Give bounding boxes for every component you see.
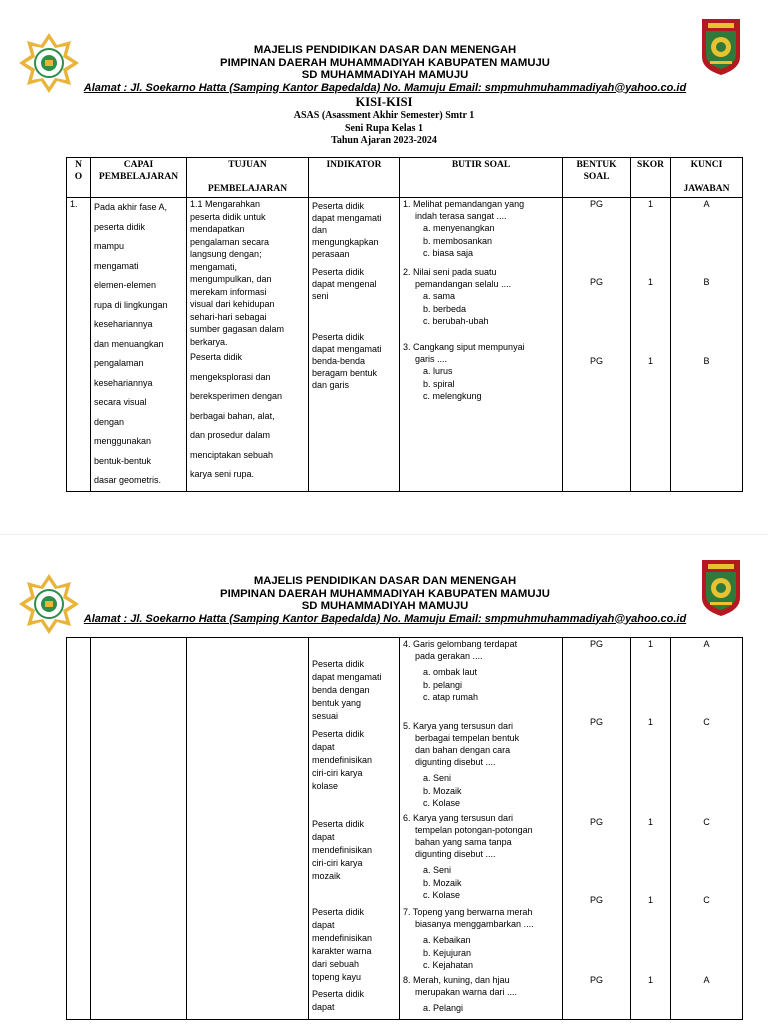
school-shield-logo — [700, 17, 742, 77]
capai-line: rupa di lingkungan — [94, 299, 168, 310]
bentuk-soal-2: PG — [589, 277, 603, 287]
answer-options — [403, 772, 559, 810]
bentuk-soal-3: PG — [589, 356, 603, 366]
option-letter: a. — [423, 366, 434, 376]
option-letter: c. — [423, 316, 433, 326]
tujuan-line: mengamati, — [190, 261, 238, 272]
capai-line: elemen-elemen — [94, 280, 157, 290]
indikator-line: dapat mengamati — [312, 344, 382, 354]
answer-options — [403, 222, 559, 260]
indikator-line: bentuk yang — [312, 698, 362, 708]
star-emblem-logo — [13, 572, 85, 636]
indikator-line: kolase — [312, 781, 339, 791]
option-text: c. atap rumah — [423, 692, 479, 702]
indikator-line: sesuai — [312, 711, 339, 721]
indikator-line: dapat mengamati — [312, 213, 382, 223]
letterhead-address: Alamat : Jl. Soekarno Hatta (Samping Kantor Bapedalda) No. Mamuju Email: smpmuhmuhammadiyah@yahoo.co.id — [83, 612, 687, 625]
indikator-8 — [312, 988, 364, 1014]
kunci-jawaban-4: A — [703, 639, 710, 649]
tujuan-pembelajaran-b — [190, 348, 305, 485]
skor-cell — [631, 638, 671, 1020]
option-letter: a. — [423, 291, 434, 301]
tujuan-line: merekam informasi — [190, 286, 267, 297]
butir-soal-cell — [400, 198, 563, 492]
question-2 — [403, 266, 559, 328]
question-stem-line: 3. Cangkang siput mempunyai — [403, 342, 525, 352]
indikator-line: topeng kayu — [312, 972, 362, 982]
header-bentuk-soal: BENTUK SOAL — [563, 158, 631, 198]
indikator-line: Peserta didik — [312, 729, 365, 739]
bentuk-soal-cell — [563, 198, 631, 492]
indikator-line: dan — [312, 225, 328, 235]
bentuk-soal-4: PG — [589, 639, 603, 649]
answer-option — [423, 666, 559, 679]
answer-options — [403, 934, 559, 972]
indikator-line: beragam bentuk — [312, 368, 378, 378]
option-text: lurus — [433, 366, 453, 376]
question-7 — [403, 906, 559, 972]
answer-option — [423, 378, 559, 391]
indikator-line: dapat mengenal — [312, 279, 377, 289]
indikator-line: Peserta didik — [312, 332, 365, 342]
indikator-line: karakter warna — [312, 946, 372, 956]
option-text: c. Kolase — [423, 798, 461, 808]
question-stem-line: 2. Nilai seni pada suatu — [403, 267, 497, 277]
indikator-line: perasaan — [312, 249, 350, 259]
option-text: a. Seni — [423, 773, 452, 783]
option-letter: c. — [423, 248, 433, 258]
answer-option — [423, 365, 559, 378]
answer-option — [423, 303, 559, 316]
answer-option — [423, 785, 559, 798]
option-text: berubah-ubah — [432, 316, 489, 326]
tujuan-line: berkarya. — [190, 336, 228, 347]
option-text: menyenangkan — [433, 223, 495, 233]
option-text: b. Mozaik — [423, 785, 462, 796]
tujuan-line: berbagai bahan, alat, — [190, 410, 275, 421]
indikator-line: Peserta didik — [312, 907, 365, 917]
tujuan-line: bereksperimen dengan — [190, 391, 283, 401]
kunci-jawaban-6: C — [703, 817, 710, 827]
skor-4: 1 — [647, 639, 653, 649]
question-stem-line: indah terasa sangat .... — [415, 211, 507, 221]
letterhead-line2: PIMPINAN DAERAH MUHAMMADIYAH KABUPATEN MAMUJU — [220, 56, 550, 69]
option-letter: b. — [423, 235, 434, 246]
table-row — [67, 638, 743, 1020]
letterhead-line1: MAJELIS PENDIDIKAN DASAR DAN MENENGAH — [253, 575, 517, 587]
question-1 — [403, 198, 559, 260]
document-subtitle-year: Tahun Ajaran 2023-2024 — [331, 135, 437, 146]
indikator-cell — [309, 638, 400, 1020]
answer-option — [423, 947, 559, 960]
kisi-kisi-table-page2 — [66, 637, 743, 1020]
tujuan-line: mendapatkan — [190, 224, 245, 234]
option-text: melengkung — [432, 391, 482, 401]
indikator-line: mendefinisikan — [312, 755, 373, 765]
option-text: c. Kejahatan — [423, 960, 474, 970]
answer-option — [423, 691, 559, 704]
option-text: spiral — [433, 378, 455, 389]
answer-option — [423, 222, 559, 235]
answer-option — [423, 235, 559, 248]
answer-options — [403, 666, 559, 704]
butir-soal-cell — [400, 638, 563, 1020]
question-stem-line: garis .... — [415, 354, 448, 364]
document-title: KISI-KISI — [355, 95, 413, 109]
capai-line: Pada akhir fase A, — [94, 202, 168, 212]
option-text: membosankan — [433, 235, 493, 246]
bentuk-soal-6: PG — [589, 817, 603, 827]
letterhead-line3: SD MUHAMMADIYAH MAMUJU — [301, 69, 469, 81]
capai-line: kesehariannya — [94, 319, 153, 329]
capai-line: pengalaman — [94, 358, 144, 368]
indikator-1 — [312, 200, 382, 260]
header-butir-soal: BUTIR SOAL — [400, 158, 563, 198]
indikator-cell — [309, 198, 400, 492]
answer-option — [423, 247, 559, 260]
question-5 — [403, 720, 559, 810]
indikator-line: ciri-ciri karya — [312, 858, 363, 868]
indikator-line: dapat mengamati — [312, 672, 382, 682]
answer-option — [423, 679, 559, 692]
question-6 — [403, 812, 559, 902]
indikator-line: benda-benda — [312, 356, 366, 366]
capai-line: peserta didik — [94, 221, 146, 232]
capai-line: menggunakan — [94, 436, 152, 446]
answer-option — [423, 959, 559, 972]
answer-options — [403, 290, 559, 328]
header-kunci-jawaban: KUNCI JAWABAN — [671, 158, 743, 198]
question-stem-line: tempelan potongan-potongan — [415, 825, 533, 835]
indikator-line: Peserta didik — [312, 819, 365, 829]
letterhead-line2: PIMPINAN DAERAH MUHAMMADIYAH KABUPATEN MAMUJU — [220, 587, 550, 600]
question-stem-line: pada gerakan .... — [415, 651, 483, 661]
capai-line: secara visual — [94, 397, 147, 407]
indikator-line: dapat — [312, 1002, 335, 1012]
indikator-line: mozaik — [312, 871, 341, 881]
answer-options — [403, 1002, 559, 1015]
capai-line: mengamati — [94, 260, 139, 271]
letterhead-address: Alamat : Jl. Soekarno Hatta (Samping Kantor Bapedalda) No. Mamuju Email: smpmuhmuhammadiyah@yahoo.co.id — [83, 81, 687, 94]
row-number: 1. — [67, 198, 91, 492]
tujuan-pembelajaran-a — [190, 198, 305, 348]
skor-7: 1 — [647, 895, 653, 905]
answer-options — [403, 365, 559, 403]
capai-pembelajaran-text — [94, 198, 183, 491]
option-text: berbeda — [433, 303, 467, 314]
tujuan-line: sumber gagasan dalam — [190, 324, 285, 334]
indikator-2 — [312, 266, 377, 302]
document-subtitle-subject: Seni Rupa Kelas 1 — [344, 122, 424, 134]
option-text: a. Pelangi — [423, 1003, 464, 1013]
bentuk-soal-7: PG — [589, 895, 603, 905]
indikator-3 — [312, 331, 382, 391]
tujuan-pembelajaran-cell — [187, 198, 309, 492]
indikator-line: seni — [312, 291, 329, 301]
tujuan-line: sehari-hari sebagai — [190, 311, 267, 322]
kunci-jawaban-5: C — [703, 717, 710, 727]
answer-option — [423, 772, 559, 785]
question-stem-line: 6. Karya yang tersusun dari — [403, 813, 514, 823]
question-3 — [403, 341, 559, 403]
tujuan-line: mengeksplorasi dan — [190, 371, 271, 382]
capai-line: kesehariannya — [94, 377, 153, 388]
indikator-line: mendefinisikan — [312, 933, 373, 943]
tujuan-line: peserta didik untuk — [190, 211, 266, 222]
kunci-jawaban-7: C — [703, 895, 710, 905]
kunci-jawaban-cell — [671, 198, 743, 492]
answer-option — [423, 877, 559, 890]
bentuk-soal-1: PG — [589, 199, 603, 209]
header-capai-pembelajaran: CAPAI PEMBELAJARAN — [91, 158, 187, 198]
indikator-6 — [312, 818, 372, 883]
tujuan-pembelajaran-cell — [187, 638, 309, 1020]
capai-pembelajaran-cell — [91, 198, 187, 492]
indikator-line: Peserta didik — [312, 267, 365, 277]
option-text: a. Seni — [423, 865, 452, 875]
question-stem-line: digunting disebut .... — [415, 849, 496, 859]
answer-option — [423, 889, 559, 902]
option-text: b. pelangi — [423, 679, 463, 690]
header-skor: SKOR — [631, 158, 671, 198]
answer-option — [423, 934, 559, 947]
capai-line: dasar geometris. — [94, 475, 162, 485]
indikator-line: dan garis — [312, 380, 350, 390]
question-stem-line: 4. Garis gelombang terdapat — [403, 639, 518, 649]
tujuan-line: karya seni rupa. — [190, 469, 255, 479]
indikator-line: dapat — [312, 832, 335, 842]
tujuan-line: langsung dengan; — [190, 249, 262, 259]
capai-line: dengan — [94, 416, 125, 427]
question-stem-line: berbagai tempelan bentuk — [415, 733, 520, 743]
indikator-line: mengungkapkan — [312, 237, 379, 247]
question-stem-line: pemandangan selalu .... — [415, 279, 512, 289]
skor-3: 1 — [647, 356, 653, 366]
letterhead-line1: MAJELIS PENDIDIKAN DASAR DAN MENENGAH — [253, 44, 517, 56]
skor-cell — [631, 198, 671, 492]
question-stem-line: bahan yang sama tanpa — [415, 837, 512, 847]
option-text: sama — [433, 291, 456, 301]
kunci-jawaban-2: B — [703, 277, 710, 287]
indikator-4 — [312, 658, 382, 723]
bentuk-soal-8: PG — [589, 975, 603, 985]
letterhead-line3: SD MUHAMMADIYAH MAMUJU — [301, 600, 469, 612]
capai-line: dan menuangkan — [94, 338, 164, 349]
skor-5: 1 — [647, 717, 653, 727]
kisi-kisi-table-page1 — [66, 157, 743, 492]
option-text: a. Kebaikan — [423, 935, 471, 945]
table-row — [67, 198, 743, 492]
question-stem-line: 1. Melihat pemandangan yang — [403, 199, 525, 209]
indikator-line: dapat — [312, 920, 335, 930]
kunci-jawaban-8: A — [703, 975, 710, 985]
tujuan-line: visual dari kehidupan — [190, 299, 275, 309]
tujuan-line: menciptakan sebuah — [190, 449, 274, 460]
answer-option — [423, 1002, 559, 1015]
header-indikator: INDIKATOR — [309, 158, 400, 198]
indikator-line: Peserta didik — [312, 989, 365, 999]
header-no: N O — [67, 158, 91, 198]
option-letter: b. — [423, 378, 434, 389]
bentuk-soal-cell — [563, 638, 631, 1020]
indikator-line: benda dengan — [312, 685, 370, 695]
row-number — [67, 638, 91, 1020]
table-header-row — [67, 158, 743, 198]
indikator-line: Peserta didik — [312, 201, 365, 211]
tujuan-line: mengumpulkan, dan — [190, 274, 272, 284]
question-stem-line: merupakan warna dari .... — [415, 987, 518, 997]
bentuk-soal-5: PG — [589, 717, 603, 727]
question-4 — [403, 638, 559, 704]
option-letter: c. — [423, 391, 433, 401]
tujuan-line: dan prosedur dalam — [190, 430, 271, 440]
page-separator — [0, 534, 768, 535]
answer-options — [403, 864, 559, 902]
answer-option — [423, 290, 559, 303]
option-text: b. Mozaik — [423, 877, 462, 888]
skor-8: 1 — [647, 975, 653, 985]
header-tujuan-pembelajaran: TUJUAN PEMBELAJARAN — [187, 158, 309, 198]
option-text: b. Kejujuran — [423, 947, 472, 958]
question-stem-line: digunting disebut .... — [415, 757, 496, 767]
indikator-line: dapat — [312, 742, 335, 752]
tujuan-line: 1.1 Mengarahkan — [190, 199, 261, 209]
answer-option — [423, 797, 559, 810]
question-stem-line: biasanya menggambarkan .... — [415, 919, 534, 929]
capai-line: mampu — [94, 241, 125, 251]
question-stem-line: 8. Merah, kuning, dan hjau — [403, 975, 510, 985]
kunci-jawaban-cell — [671, 638, 743, 1020]
document-subtitle-exam: ASAS (Asassment Akhir Semester) Smtr 1 — [293, 110, 475, 121]
option-text: biasa saja — [432, 248, 474, 258]
answer-option — [423, 390, 559, 403]
skor-1: 1 — [647, 199, 653, 209]
skor-6: 1 — [647, 817, 653, 827]
question-stem-line: 7. Topeng yang berwarna merah — [403, 907, 533, 917]
school-shield-logo — [700, 558, 742, 618]
letterhead-page2 — [0, 560, 768, 630]
question-8 — [403, 974, 559, 1015]
document-title-block — [0, 95, 768, 148]
indikator-line: dari sebuah — [312, 959, 360, 969]
star-emblem-logo — [13, 31, 85, 95]
indikator-line: mendefinisikan — [312, 845, 373, 855]
tujuan-line: Peserta didik — [190, 352, 243, 362]
skor-2: 1 — [647, 277, 653, 287]
option-text: a. ombak laut — [423, 667, 478, 677]
answer-option — [423, 864, 559, 877]
option-text: c. Kolase — [423, 890, 461, 900]
option-letter: b. — [423, 303, 434, 314]
option-letter: a. — [423, 223, 434, 233]
kunci-jawaban-1: A — [703, 199, 710, 209]
letterhead-page1 — [0, 14, 768, 94]
indikator-line: Peserta didik — [312, 659, 365, 669]
indikator-7 — [312, 906, 372, 984]
capai-pembelajaran-cell — [91, 638, 187, 1020]
question-stem-line: 5. Karya yang tersusun dari — [403, 721, 514, 731]
answer-option — [423, 315, 559, 328]
kunci-jawaban-3: B — [703, 356, 710, 366]
question-stem-line: dan bahan dengan cara — [415, 745, 511, 755]
indikator-5 — [312, 728, 372, 793]
tujuan-line: pengalaman secara — [190, 236, 270, 247]
indikator-line: ciri-ciri karya — [312, 768, 363, 778]
capai-line: bentuk-bentuk — [94, 455, 152, 466]
